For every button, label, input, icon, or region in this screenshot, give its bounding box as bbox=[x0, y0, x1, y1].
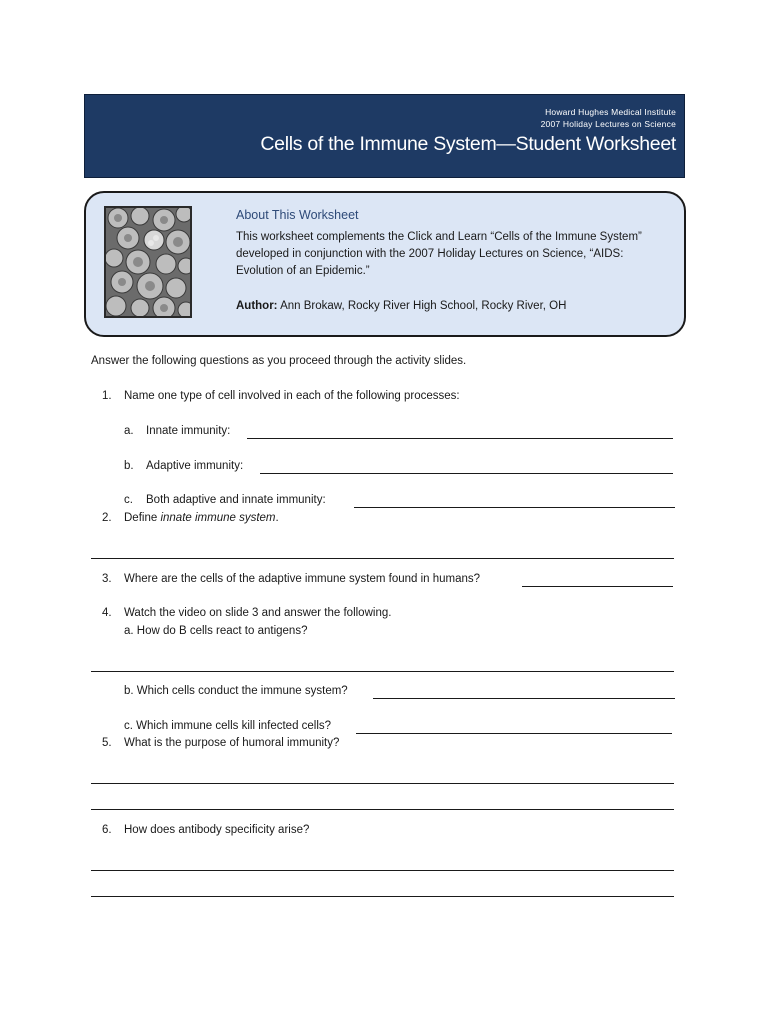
q4c-text: c. Which immune cells kill infected cells? bbox=[124, 720, 332, 732]
author-name: Ann Brokaw, Rocky River High School, Rocky River, OH bbox=[280, 300, 567, 312]
cell-photo bbox=[104, 206, 192, 318]
q2-prefix: Define bbox=[124, 512, 158, 524]
q2-term: innate immune system bbox=[160, 512, 276, 524]
q4-number: 4. bbox=[102, 607, 112, 619]
q6-text: How does antibody specificity arise? bbox=[124, 824, 310, 836]
q4b-text: b. Which cells conduct the immune system? bbox=[124, 685, 348, 697]
q1a-answer-line[interactable] bbox=[247, 438, 673, 439]
author-line bbox=[236, 300, 566, 312]
q1c-text: Both adaptive and innate immunity: bbox=[146, 494, 326, 506]
instructions: Answer the following questions as you proceed through the activity slides. bbox=[91, 355, 467, 367]
q1b-answer-line[interactable] bbox=[260, 473, 673, 474]
institute-name: Howard Hughes Medical Institute bbox=[545, 107, 676, 117]
q1-number: 1. bbox=[102, 390, 112, 402]
q2-answer-line[interactable] bbox=[91, 558, 674, 559]
q6-answer-line-2[interactable] bbox=[91, 896, 674, 897]
about-description: This worksheet complements the Click and Learn “Cells of the Immune System” developed in conjunction with the 2007 Holiday Lectures on Science, “AIDS: Evolution of an Epidemic.” bbox=[236, 231, 642, 277]
q4a-text: a. How do B cells react to antigens? bbox=[124, 625, 308, 637]
q5-text: What is the purpose of humoral immunity? bbox=[124, 737, 340, 749]
q2-suffix: . bbox=[275, 512, 279, 524]
q5-number: 5. bbox=[102, 737, 112, 749]
about-heading: About This Worksheet bbox=[236, 208, 359, 222]
q1c-answer-line[interactable] bbox=[354, 507, 675, 508]
q6-answer-line-1[interactable] bbox=[91, 870, 674, 871]
page-title: Cells of the Immune System—Student Worksheet bbox=[260, 133, 676, 155]
q1a-text: Innate immunity: bbox=[146, 425, 231, 437]
about-box bbox=[84, 191, 686, 337]
q2-number: 2. bbox=[102, 512, 112, 524]
q2-text bbox=[124, 512, 279, 524]
q3-text: Where are the cells of the adaptive immune system found in humans? bbox=[124, 573, 481, 585]
q1b-text: Adaptive immunity: bbox=[146, 460, 244, 472]
q4c-answer-line[interactable] bbox=[356, 733, 672, 734]
q4-text: Watch the video on slide 3 and answer the following. bbox=[124, 607, 392, 619]
q3-number: 3. bbox=[102, 573, 112, 585]
event-name: 2007 Holiday Lectures on Science bbox=[540, 119, 676, 129]
q5-answer-line-1[interactable] bbox=[91, 783, 674, 784]
q5-answer-line-2[interactable] bbox=[91, 809, 674, 810]
q1c-letter: c. bbox=[124, 494, 133, 506]
q1a-letter: a. bbox=[124, 425, 134, 437]
q3-answer-line[interactable] bbox=[522, 586, 673, 587]
q4b-answer-line[interactable] bbox=[373, 698, 675, 699]
cells-micrograph-image bbox=[106, 208, 190, 316]
q1b-letter: b. bbox=[124, 460, 134, 472]
author-label: Author: bbox=[236, 300, 278, 312]
q1-text: Name one type of cell involved in each of the following processes: bbox=[124, 390, 460, 402]
worksheet-header bbox=[84, 94, 685, 178]
q6-number: 6. bbox=[102, 824, 112, 836]
q4a-answer-line[interactable] bbox=[91, 671, 674, 672]
